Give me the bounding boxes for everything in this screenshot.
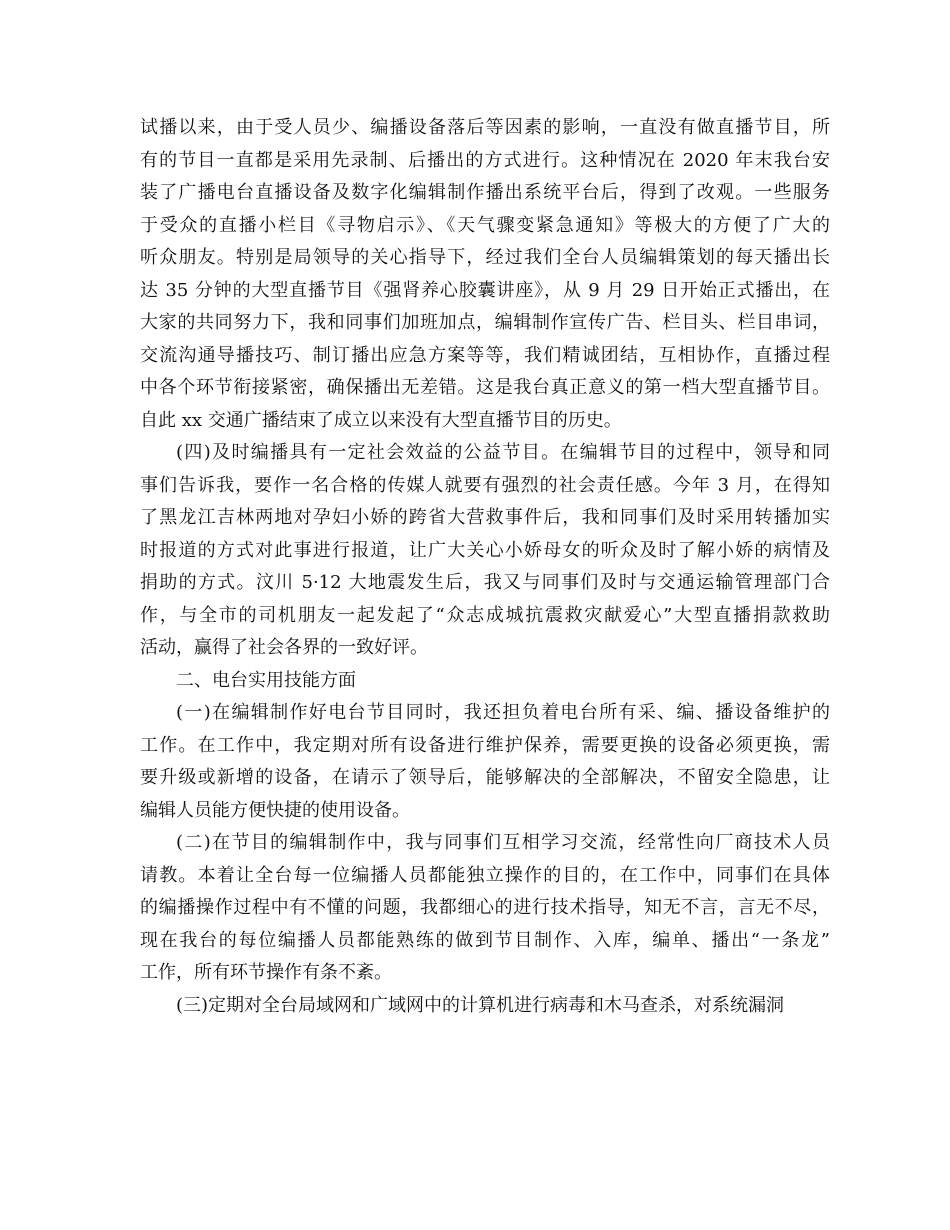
paragraph [140,697,830,827]
document-body [140,112,830,1022]
text-line: 的编播操作过程中有不懂的问题，我都细心的进行技术指导，知无不言，言无不尽， [140,897,830,918]
text-line: 听众朋友。特别是局领导的关心指导下，经过我们全台人员编辑策划的每天播出长 [140,247,830,268]
text-line: 大家的共同努力下，我和同事们加班加点，编辑制作宣传广告、栏目头、栏目串词， [140,312,830,333]
text-line: 于受众的直播小栏目《寻物启示》、《天气骤变紧急通知》等极大的方便了广大的 [140,214,830,236]
text-line: 现在我台的每位编播人员都能熟练的做到节目制作、入库，编单、播出“一条龙” [140,929,830,951]
paragraph [140,827,830,990]
text-line: (二)在节目的编辑制作中，我与同事们互相学习交流，经常性向厂商技术人员 [176,832,830,853]
text-line: (四)及时编播具有一定社会效益的公益节目。在编辑节目的过程中，领导和同 [176,442,830,463]
text-line: 装了广播电台直播设备及数字化编辑制作播出系统平台后，得到了改观。一些服务 [140,182,830,203]
text-line: 活动，赢得了社会各界的一致好评。 [140,637,428,658]
paragraph [140,990,830,1023]
text-line: 请教。本着让全台每一位编播人员都能独立操作的目的，在工作中，同事们在具体 [140,864,830,886]
text-line: 时报道的方式对此事进行报道，让广大关心小娇母女的听众及时了解小娇的病情及 [140,539,830,561]
text-line: 二、电台实用技能方面 [176,669,356,691]
paragraph [140,437,830,665]
text-line: 交流沟通导播技巧、制订播出应急方案等等，我们精诚团结，互相协作，直播过程 [140,344,830,366]
text-line: 试播以来，由于受人员少、编播设备落后等因素的影响，一直没有做直播节目，所 [140,117,830,138]
text-line: 工作，所有环节操作有条不紊。 [140,962,392,983]
text-line: 事们告诉我，要作一名合格的传媒人就要有强烈的社会责任感。今年 3 月，在得知 [140,474,830,496]
paragraph [140,665,830,698]
text-line: 工作。在工作中，我定期对所有设备进行维护保养，需要更换的设备必须更换，需 [140,734,830,756]
paragraph [140,112,830,437]
text-line: 要升级或新增的设备，在请示了领导后，能够解决的全部解决，不留安全隐患，让 [140,767,830,788]
text-line: 有的节目一直都是采用先录制、后播出的方式进行。这种情况在 2020 年末我台安 [140,149,830,171]
text-line: 作，与全市的司机朋友一起发起了“众志成城抗震救灾献爱心”大型直播捐款救助 [140,604,830,626]
text-line: 了黑龙江吉林两地对孕妇小娇的跨省大营救事件后，我和同事们及时采用转播加实 [140,507,830,528]
text-line: 捐助的方式。汶川 5·12 大地震发生后，我又与同事们及时与交通运输管理部门合 [140,572,830,593]
text-line: (三)定期对全台局域网和广域网中的计算机进行病毒和木马查杀，对系统漏洞 [176,994,785,1016]
text-line: 自此 xx 交通广播结束了成立以来没有大型直播节目的历史。 [140,409,622,431]
text-line: 中各个环节衔接紧密，确保播出无差错。这是我台真正意义的第一档大型直播节目。 [140,377,830,398]
text-line: 编辑人员能方便快捷的使用设备。 [140,799,410,821]
text-line: (一)在编辑制作好电台节目同时，我还担负着电台所有采、编、播设备维护的 [176,702,830,723]
text-line: 达 35 分钟的大型直播节目《强肾养心胶囊讲座》，从 9 月 29 日开始正式播出，在 [140,279,830,301]
